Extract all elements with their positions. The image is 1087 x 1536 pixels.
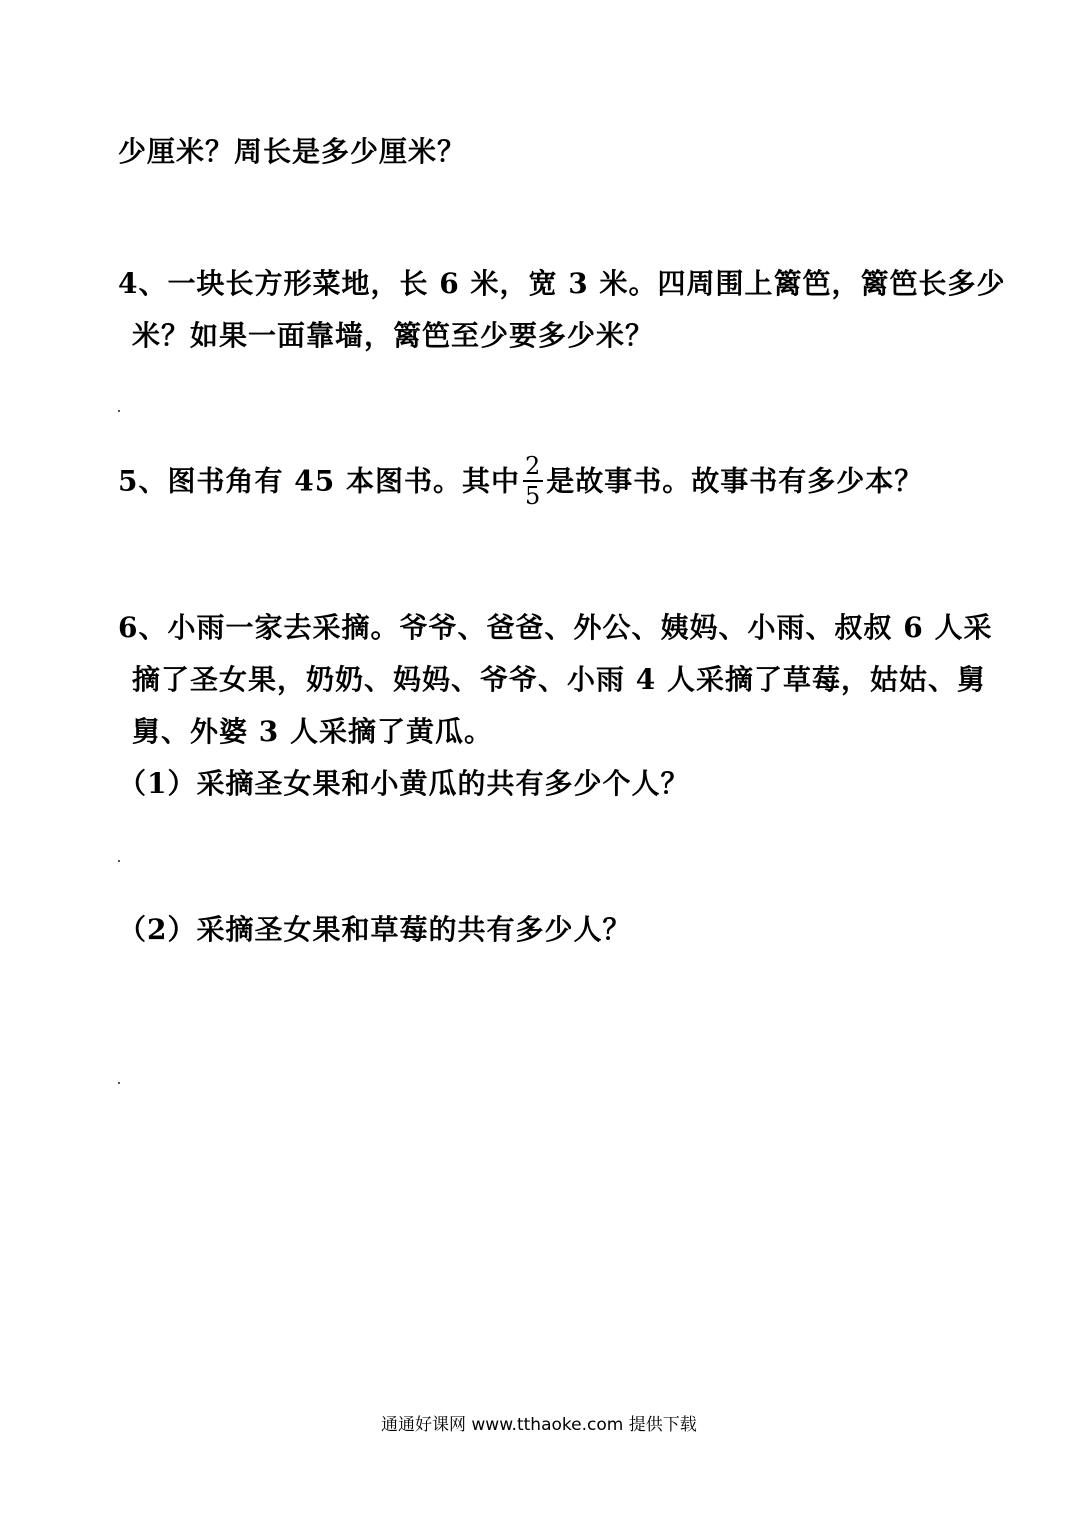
question-4-line-1: 4、一块长方形菜地，长 6 米，宽 3 米。四周围上篱笆，篱笆长多少 (118, 267, 1006, 300)
question-6-line-3: 舅、外婆 3 人采摘了黄瓜。 (132, 715, 493, 748)
question-6-line-2: 摘了圣女果，奶奶、妈妈、爷爷、小雨 4 人采摘了草莓，姑姑、舅 (132, 663, 986, 696)
question-5-text-after: 是故事书。故事书有多少本？ (546, 464, 924, 498)
fraction-denominator: 5 (524, 482, 542, 510)
page-footer: 通通好课网 www.tthaoke.com 提供下载 (381, 1415, 697, 1435)
question-6-line-1: 6、小雨一家去采摘。爷爷、爸爸、外公、姨妈、小雨、叔叔 6 人采 (118, 611, 993, 644)
question-5 (118, 452, 924, 510)
question-6-sub-1: （1）采摘圣女果和小黄瓜的共有多少个人？ (118, 767, 690, 800)
fraction-two-fifths (523, 454, 543, 508)
question-3-continuation: 少厘米？周长是多少厘米？ (118, 135, 467, 168)
question-5-text-before: 5、图书角有 45 本图书。其中 (118, 464, 520, 498)
scan-dot (118, 410, 120, 412)
question-6-sub-2: （2）采摘圣女果和草莓的共有多少人？ (118, 913, 632, 946)
question-4-line-2: 米？如果一面靠墙，篱笆至少要多少米？ (132, 319, 655, 352)
scan-dot (118, 1082, 120, 1084)
fraction-numerator: 2 (524, 452, 542, 480)
scan-dot (118, 860, 120, 862)
